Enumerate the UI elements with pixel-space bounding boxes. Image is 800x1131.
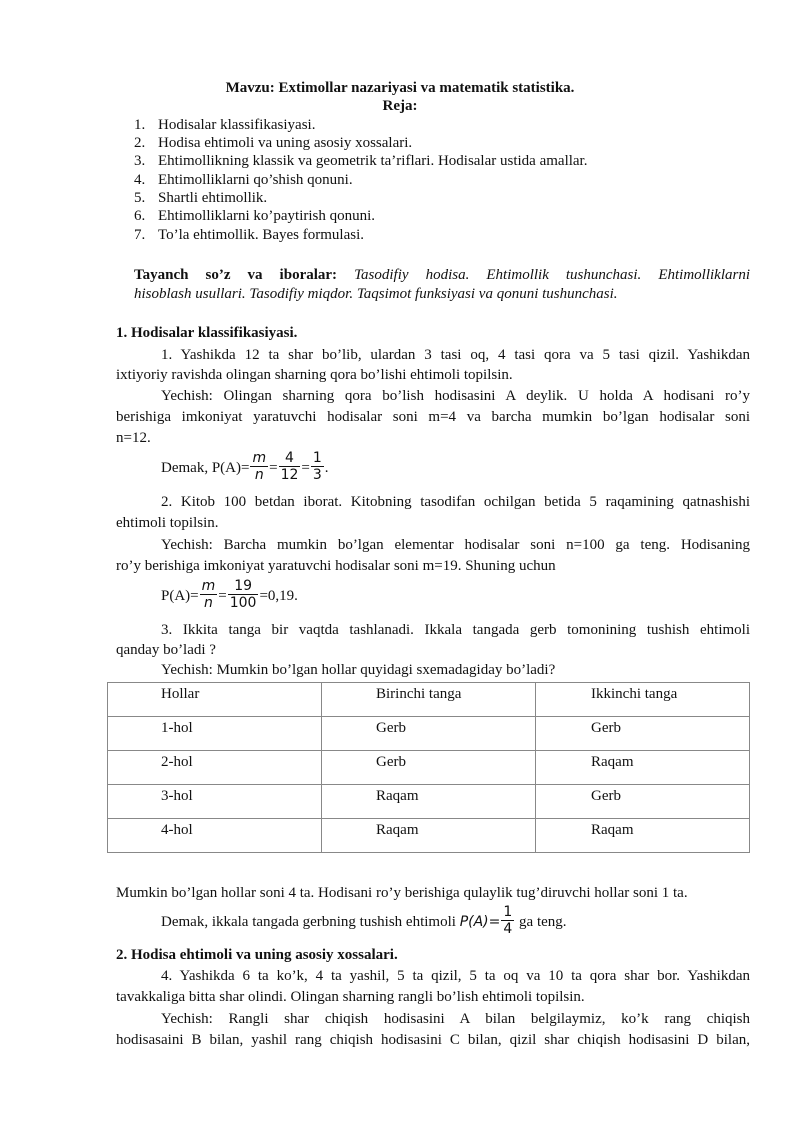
fraction bbox=[200, 578, 218, 611]
section-heading: 1. Hodisalar klassifikasiyasi. bbox=[116, 325, 298, 341]
table-cell: Gerb bbox=[536, 785, 750, 819]
paragraph-line: hodisasaini B bilan, yashil rang chiqish hodisasini C bilan, qizil shar chiqish hodisasini D bilan, bbox=[116, 1032, 750, 1048]
plan-item: To’la ehtimollik. Bayes formulasi. bbox=[158, 227, 364, 243]
paragraph-line: 4. Yashikda 6 ta ko’k, 4 ta yashil, 5 ta qizil, 5 ta oq va 10 ta qora shar bor. Yashikdan bbox=[161, 968, 750, 984]
paragraph-line: ixtiyoriy ravishda olingan sharning qora bo’lishi ehtimoli topilsin. bbox=[116, 367, 513, 383]
paragraph-line: ro’y berishiga imkoniyat yaratuvchi hodisalar soni m=19. Shuning uchun bbox=[116, 558, 556, 574]
denominator: n bbox=[254, 467, 264, 484]
equals: = bbox=[218, 588, 227, 604]
formula-probability-2 bbox=[161, 578, 298, 614]
paragraph-line: Yechish: Rangli shar chiqish hodisasini A bilan belgilaymiz, ko’k rang chiqish bbox=[161, 1011, 750, 1027]
table-header-cell: Hollar bbox=[108, 683, 322, 717]
plan-item: Hodisa ehtimoli va uning asosiy xossalari. bbox=[158, 135, 413, 151]
denominator: 3 bbox=[312, 467, 322, 484]
formula-prefix: P(A)= bbox=[161, 588, 199, 604]
table-header-row bbox=[108, 683, 750, 717]
equals: = bbox=[269, 460, 278, 476]
table-cell: 3-hol bbox=[108, 785, 322, 819]
paragraph-line: Yechish: Olingan sharning qora bo’lish hodisasini A deylik. U holda A hodisani ro’y bbox=[161, 388, 750, 404]
section-heading: 2. Hodisa ehtimoli va uning asosiy xossalari. bbox=[116, 947, 398, 963]
plan-item-number: 1. bbox=[134, 117, 146, 133]
plan-title: Reja: bbox=[382, 98, 418, 114]
table-cell: Raqam bbox=[536, 819, 750, 853]
paragraph-line: ehtimoli topilsin. bbox=[116, 515, 219, 531]
table-cell: Gerb bbox=[322, 751, 536, 785]
keywords-line-2: hisoblash usullari. Tasodifiy miqdor. Taqsimot funksiyasi va qonuni tushunchasi. bbox=[134, 286, 618, 302]
formula-expression: P(A)= bbox=[459, 914, 501, 930]
denominator: 100 bbox=[229, 595, 257, 612]
formula-prefix: Demak, P(A)= bbox=[161, 460, 250, 476]
plan-item: Ehtimolliklarni ko’paytirish qonuni. bbox=[158, 208, 376, 224]
paragraph-line: Yechish: Mumkin bo’lgan hollar quyidagi sxemadagiday bo’ladi? bbox=[161, 662, 556, 678]
plan-item: Shartli ehtimollik. bbox=[158, 190, 268, 206]
paragraph-line: berishiga imkoniyat yaratuvchi hodisalar soni m=4 va barcha mumkin bo’lgan hodisalar soni bbox=[116, 409, 750, 425]
formula-end: . bbox=[324, 460, 329, 476]
formula-probability-1 bbox=[161, 450, 329, 486]
plan-item-number: 6. bbox=[134, 208, 146, 224]
numerator: 1 bbox=[503, 904, 513, 921]
paragraph-line: 2. Kitob 100 betdan iborat. Kitobning tasodifan ochilgan betida 5 raqamining qatnashishi bbox=[161, 494, 750, 510]
table-cell: Gerb bbox=[536, 717, 750, 751]
plan-item: Ehtimolliklarni qo’shish qonuni. bbox=[158, 172, 353, 188]
plan-item-number: 3. bbox=[134, 153, 146, 169]
table-cell: Raqam bbox=[322, 819, 536, 853]
keywords-label: Tayanch so’z va iboralar: bbox=[134, 267, 338, 283]
plan-item-number: 4. bbox=[134, 172, 146, 188]
page-title: Mavzu: Extimollar nazariyasi va matematik statistika. bbox=[225, 80, 575, 96]
table-cell: Gerb bbox=[322, 717, 536, 751]
plan-item-number: 2. bbox=[134, 135, 146, 151]
table-row bbox=[108, 819, 750, 853]
table-row bbox=[108, 751, 750, 785]
denominator: 12 bbox=[280, 467, 299, 484]
table-row bbox=[108, 717, 750, 751]
table-header-cell: Ikkinchi tanga bbox=[536, 683, 750, 717]
paragraph-line: qanday bo’ladi ? bbox=[116, 642, 216, 658]
numerator: m bbox=[252, 450, 267, 467]
table-row bbox=[108, 785, 750, 819]
fraction bbox=[250, 450, 268, 483]
formula-prefix: Demak, ikkala tangada gerbning tushish ehtimoli bbox=[161, 914, 456, 930]
numerator: 19 bbox=[228, 578, 259, 595]
equals: = bbox=[301, 460, 310, 476]
formula-suffix: ga teng. bbox=[519, 914, 567, 930]
numerator: m bbox=[201, 578, 216, 595]
plan-item: Ehtimollikning klassik va geometrik ta’riflari. Hodisalar ustida amallar. bbox=[158, 153, 588, 169]
denominator: n bbox=[204, 595, 213, 612]
paragraph-line: tavakkaliga bitta shar olindi. Olingan sharning rangli bo’lish ehtimoli topilsin. bbox=[116, 989, 585, 1005]
paragraph-line: Mumkin bo’lgan hollar soni 4 ta. Hodisani ro’y berishiga qulaylik tug’diruvchi hollar soni 1 ta. bbox=[116, 885, 688, 901]
formula-probability-3 bbox=[161, 904, 567, 940]
fraction bbox=[228, 578, 259, 611]
paragraph-line: Yechish: Barcha mumkin bo’lgan elementar hodisalar soni n=100 ga teng. Hodisaning bbox=[161, 537, 750, 553]
table-cell: 1-hol bbox=[108, 717, 322, 751]
numerator: 1 bbox=[312, 450, 322, 467]
plan-item-number: 5. bbox=[134, 190, 146, 206]
paragraph-line: 3. Ikkita tanga bir vaqtda tashlanadi. Ikkala tangada gerb tomonining tushish ehtimoli bbox=[161, 622, 750, 638]
denominator: 4 bbox=[503, 921, 513, 938]
plan-item-number: 7. bbox=[134, 227, 146, 243]
fraction bbox=[279, 450, 301, 483]
table-cell: 4-hol bbox=[108, 819, 322, 853]
table-header-cell: Birinchi tanga bbox=[322, 683, 536, 717]
table-cell: Raqam bbox=[536, 751, 750, 785]
keywords-line-1 bbox=[134, 266, 750, 284]
fraction bbox=[501, 904, 514, 937]
paragraph-line: 1. Yashikda 12 ta shar bo’lib, ulardan 3 tasi oq, 4 tasi qora va 5 tasi qizil. Yashikdan bbox=[161, 347, 750, 363]
numerator: 4 bbox=[279, 450, 301, 467]
keywords-text: Tasodifiy hodisa. Ehtimollik tushunchasi. Ehtimolliklarni bbox=[354, 267, 750, 283]
formula-end: =0,19. bbox=[259, 588, 298, 604]
cases-table bbox=[107, 682, 750, 853]
table-cell: Raqam bbox=[322, 785, 536, 819]
paragraph-line: n=12. bbox=[116, 430, 151, 446]
table-cell: 2-hol bbox=[108, 751, 322, 785]
plan-item: Hodisalar klassifikasiyasi. bbox=[158, 117, 316, 133]
fraction bbox=[311, 450, 324, 483]
